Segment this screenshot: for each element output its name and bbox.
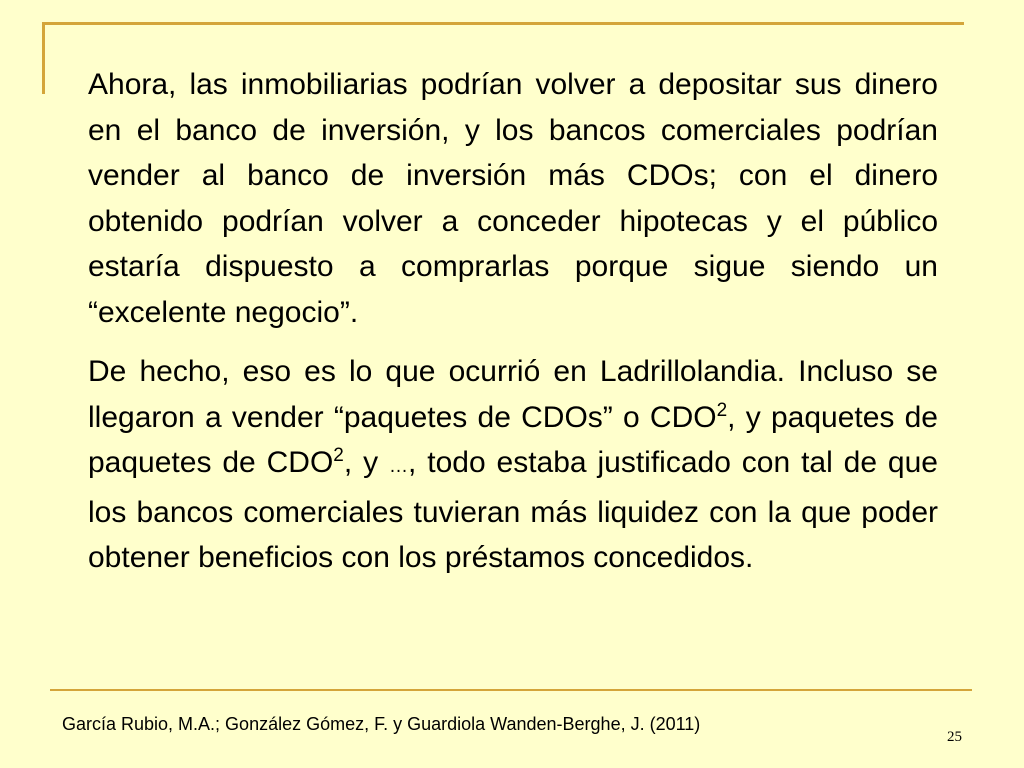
superscript-squared-2: 2 [333,445,344,466]
page-number: 25 [947,729,962,745]
paragraph-2-part-3: , y [343,446,389,479]
slide-body [88,62,938,581]
paragraph-2-part-2: , y paquetes de paquetes de CDO [88,400,938,479]
paragraph-2 [88,349,938,581]
ellipsis: … [389,456,408,477]
frame-top-line [42,22,964,25]
paragraph-1: Ahora, las inmobiliarias podrían volver a depositar sus dinero en el banco de inversión, y los bancos comerciales podrían vender al banco de inversión más CDOs; con el dinero obtenido podrían volver a conceder hipotecas y el público estaría dispuesto a comprarlas porque sigue siendo un “excelente negocio”. [88,68,938,329]
superscript-squared-1: 2 [716,399,728,421]
frame-bottom-line [50,689,972,691]
frame-left-line [42,22,45,94]
paragraph-2-part-4: , todo estaba justificado con tal de que los bancos comerciales tuvieran más liquidez con la que poder obtener beneficios con los préstamos concedidos. [88,446,938,574]
paragraph-2-part-1: De hecho, eso es lo que ocurrió en Ladrillolandia. Incluso se llegaron a vender “paquetes de CDOs” o CDO [88,355,938,434]
citation: García Rubio, M.A.; González Gómez, F. y Guardiola Wanden-Berghe, J. (2011) [62,714,701,734]
